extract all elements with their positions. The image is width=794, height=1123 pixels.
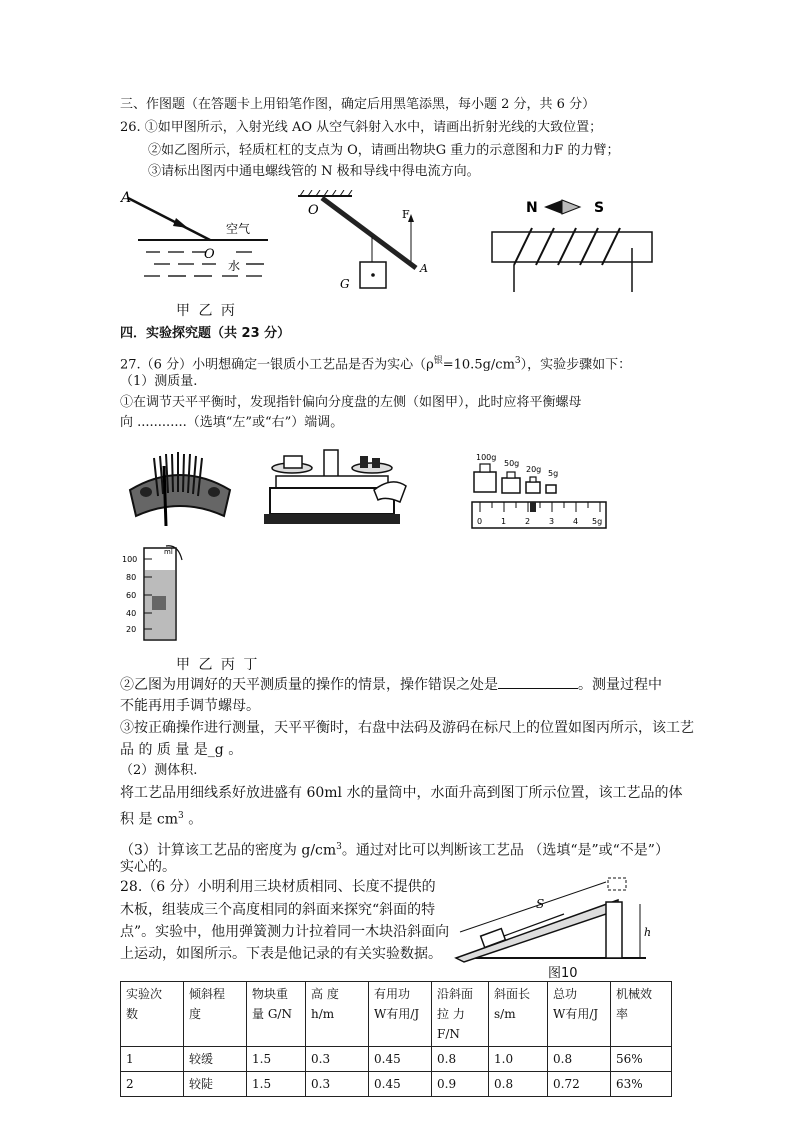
q28-line2: 木板，组装成三个高度相同的斜面来探究“斜面的特 <box>120 902 436 918</box>
section4-title: 四．实验探究题（共 23 分） <box>120 326 291 341</box>
q28-line4: 上运动，如图所示。下表是他记录的有关实验数据。 <box>120 946 442 962</box>
dial-right-knob <box>208 487 220 497</box>
weight-20g <box>526 482 540 493</box>
cyl-tick-80: 80 <box>126 573 137 582</box>
q26-part1: 26. ①如甲图所示，入射光线 AO 从空气斜射入水中，请画出折射光线的大致位置； <box>120 120 603 135</box>
w20-label: 20g <box>526 465 542 474</box>
q27-density-c: 实心的。 <box>120 859 176 875</box>
balance-dial-figure <box>124 446 236 530</box>
ruler-tick-4: 4 <box>573 517 579 526</box>
q27-step1b: 向 ............（选填“左”或“右”）端调。 <box>120 415 344 430</box>
q26-part2: ②如乙图所示，轻质杠杠的支点为 O，请画出物块G 重力的示意图和力F 的力臂； <box>148 143 620 158</box>
figure-caption-1: 甲 乙 丙 <box>176 303 237 319</box>
label-F: F <box>402 208 410 221</box>
block-final-position <box>608 878 626 890</box>
th-efficiency: 机械效 率 <box>611 982 672 1047</box>
balance-beam <box>276 476 388 488</box>
incident-ray <box>128 198 210 240</box>
weights-ruler-figure <box>470 450 610 532</box>
label-S: S <box>594 200 605 216</box>
craft-object <box>152 596 166 610</box>
label-air: 空气 <box>226 222 251 236</box>
th-useful-work: 有用功 W有用/J <box>369 982 432 1047</box>
support-block <box>606 902 622 958</box>
label-water: 水 <box>228 259 241 273</box>
label-h: h <box>644 926 652 939</box>
ruler-tick-0: 0 <box>477 517 483 526</box>
weight-1 <box>360 456 368 468</box>
answer-blank[interactable] <box>498 676 578 689</box>
th-length: 斜面长 s/m <box>489 982 548 1047</box>
q27-step2c: 不能再用手调节螺母。 <box>120 698 260 714</box>
block-center <box>371 273 375 277</box>
label-G: G <box>340 277 350 291</box>
th-height: 高 度 h/m <box>306 982 369 1047</box>
label-A: A <box>121 190 132 206</box>
figure-caption-2: 甲 乙 丙 丁 <box>176 657 260 673</box>
q27-step3a: ③按正确操作进行测量，天平平衡时，右盘中法码及游码在标尺上的位置如图丙所示，该工艺 <box>120 720 694 736</box>
q27-volume-title: （2）测体积. <box>120 763 198 778</box>
cyl-tick-20: 20 <box>126 625 137 634</box>
compass-needle-light <box>562 200 580 214</box>
weight-2 <box>372 458 380 468</box>
th-total-work: 总功 W有用/J <box>548 982 611 1047</box>
weight-5g <box>546 485 556 493</box>
rider <box>530 502 536 512</box>
object-on-pan <box>284 456 302 468</box>
length-line <box>460 882 606 932</box>
q27-density-a: （3）计算该工艺品的密度为 $g/cm^3$。通过对比可以判断该工艺品 （选填“是”或“不是”） <box>120 842 669 859</box>
dial-left-knob <box>140 487 152 497</box>
cyl-unit: ml <box>164 548 173 556</box>
weight-100g <box>474 472 496 492</box>
cylinder-figure <box>120 540 194 644</box>
w100-label: 100g <box>476 453 497 462</box>
q28-line3: 点”。实验中，他用弹簧测力计拉着同一木块沿斜面向 <box>120 924 450 940</box>
cyl-tick-60: 60 <box>126 591 137 600</box>
balance-figure <box>262 446 408 532</box>
experiment-table <box>120 981 672 1097</box>
q26-part3: ③请标出图丙中通电螺线管的 N 极和导线中得电流方向。 <box>148 164 480 179</box>
q28-line1: 28.（6 分）小明利用三块材质相同、长度不提供的 <box>120 879 436 895</box>
q27-step1a: ①在调节天平平衡时，发现指针偏向分度盘的左侧（如图甲），此时应将平衡螺母 <box>120 395 582 410</box>
figure-10-label: 图10 <box>548 966 578 981</box>
cyl-tick-40: 40 <box>126 609 137 618</box>
q27-volume-a: 将工艺品用细线系好放进盛有 60ml 水的量筒中，水面升高到图丁所示位置，该工艺品的体 <box>120 785 683 801</box>
w5-label: 5g <box>548 469 559 478</box>
balance-foot <box>264 514 400 524</box>
section3-title: 三、作图题（在答题卡上用铅笔作图，确定后用黑笔添黑，每小题 2 分，共 6 分） <box>120 97 596 112</box>
q27-header: 27.（6 分）小明想确定一银质小工艺品是否为实心$(\rho^银=10.5g/cm^3)$，实验步骤如下： <box>120 356 632 373</box>
ruler-tick-3: 3 <box>549 517 555 526</box>
label-lever-O: O <box>308 203 319 218</box>
q27-step1: （1）测质量. <box>120 374 198 389</box>
cyl-tick-100: 100 <box>122 555 138 564</box>
label-S-length: S <box>536 897 545 911</box>
th-weight: 物块重 量 G/N <box>247 982 306 1047</box>
weight-50g <box>502 478 520 493</box>
solenoid-figure <box>484 190 662 298</box>
th-trial: 实验次 数 <box>121 982 184 1047</box>
label-lever-A: A <box>420 262 428 275</box>
label-O: O <box>204 247 215 262</box>
refraction-figure <box>118 188 278 293</box>
label-N: N <box>526 200 538 216</box>
q27-step3b: 品 的 质 量 是_g 。 <box>120 742 243 758</box>
ruler-tick-2: 2 <box>525 517 531 526</box>
lever-figure <box>292 190 442 302</box>
ray-arrow <box>173 218 188 228</box>
ruler-tick-1: 1 <box>501 517 507 526</box>
table-row: 1 较缓 1.5 0.3 0.45 0.8 1.0 0.8 56% <box>121 1047 672 1072</box>
dial-pointer <box>164 466 166 526</box>
w50-label: 50g <box>504 459 520 468</box>
table-row: 2 较陡 1.5 0.3 0.45 0.9 0.8 0.72 63% <box>121 1072 672 1097</box>
ruler-tick-5g: 5g <box>592 517 603 526</box>
q27-step2: ②乙图为用调好的天平测质量的操作的情景，操作错误之处是 。测量过程中 <box>120 677 662 693</box>
table-header-row <box>121 982 672 1047</box>
th-pull-force: 沿斜面 拉 力 F/N <box>432 982 489 1047</box>
th-incline: 倾斜程 度 <box>184 982 247 1047</box>
q27-volume-b: 积 是 $cm^3$ 。 <box>120 811 203 828</box>
